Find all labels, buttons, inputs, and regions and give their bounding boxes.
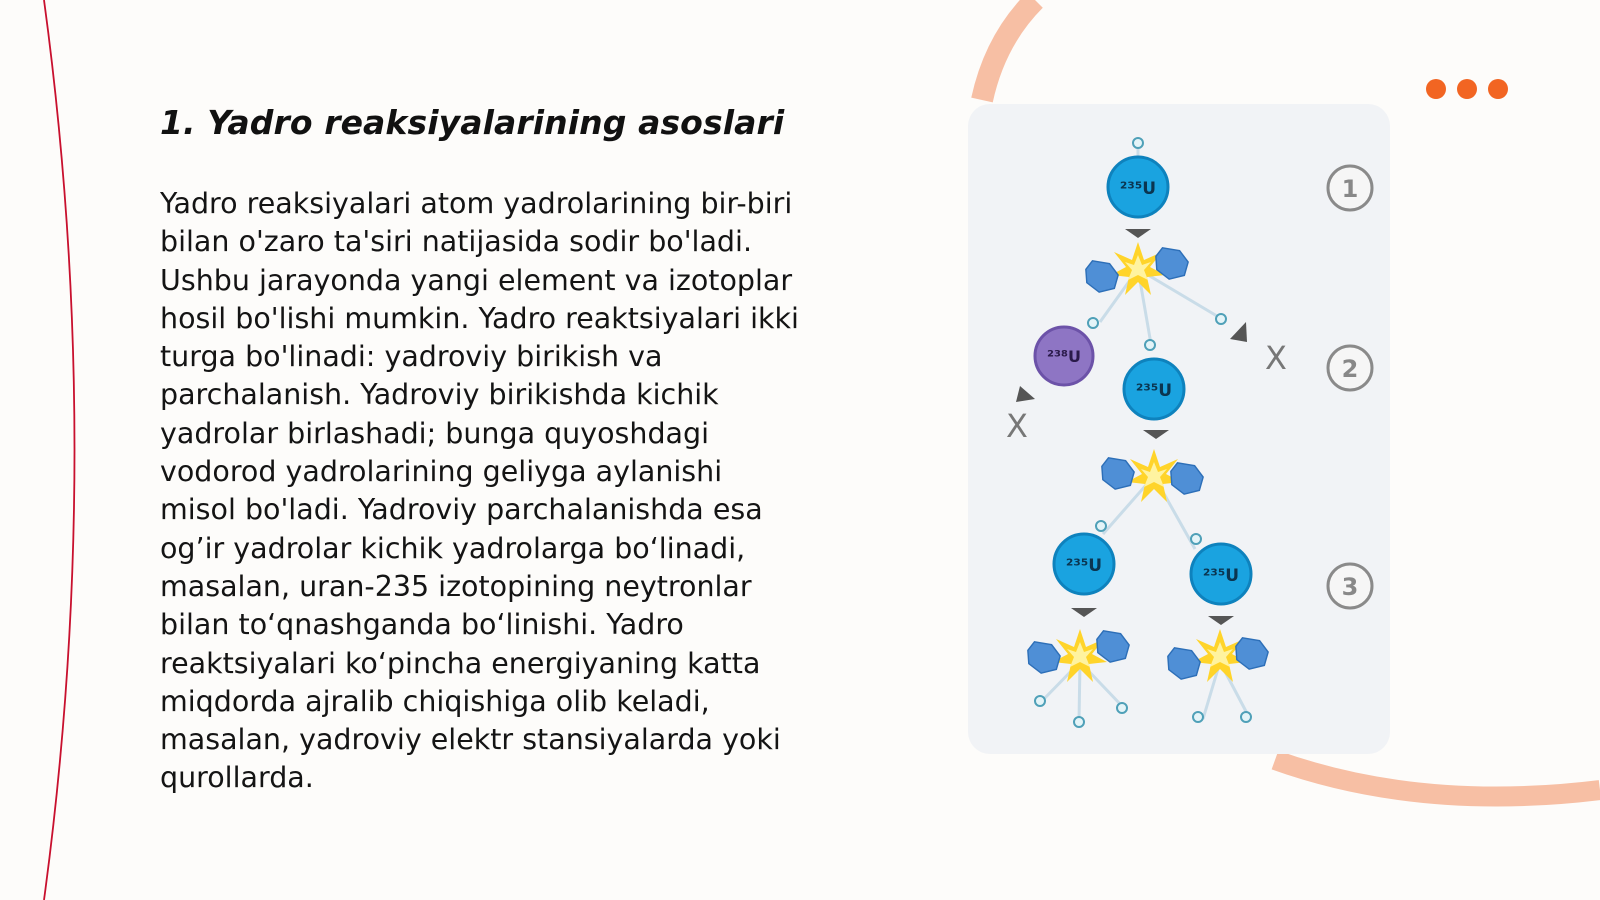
svg-text:²³⁵U: ²³⁵U	[1135, 381, 1173, 401]
svg-text:2: 2	[1341, 355, 1359, 383]
u235-nucleus	[1124, 359, 1184, 419]
svg-text:1: 1	[1341, 175, 1359, 203]
more-dots-icon	[1426, 79, 1508, 99]
absorbed-mark: X	[1265, 339, 1287, 377]
stage-number-2	[1328, 346, 1372, 390]
u235-nucleus	[1191, 544, 1251, 604]
dot	[1488, 79, 1508, 99]
svg-text:²³⁵U: ²³⁵U	[1202, 566, 1240, 586]
stage-number-1	[1328, 166, 1372, 210]
dot	[1457, 79, 1477, 99]
absorbed-mark: X	[1006, 407, 1028, 445]
u238-nucleus	[1035, 327, 1093, 385]
svg-text:²³⁵U: ²³⁵U	[1065, 556, 1103, 576]
slide-title: 1. Yadro reaksiyalarining asoslari	[160, 103, 785, 142]
svg-text:²³⁸U: ²³⁸U	[1046, 347, 1082, 366]
svg-text:3: 3	[1341, 573, 1359, 601]
fission-diagram	[968, 104, 1390, 754]
dot	[1426, 79, 1446, 99]
stage-number-3	[1328, 564, 1372, 608]
u235-nucleus	[1054, 534, 1114, 594]
slide-body-text: Yadro reaksiyalari atom yadrolarining bir-biri bilan o'zaro ta'siri natijasida sodir bo'ladi. Ushbu jarayonda yangi element va izotoplar hosil bo'lishi mumkin. Yadro reaktsiyalari ikki turga bo'linadi: yadroviy birikish va parchalanish. Yadroviy birikishda kichik yadrolar birlashadi; bunga quyoshdagi vodorod yadrolarining geliyga aylanishi misol bo'ladi. Yadroviy parchalanishda esa og’ir yadrolar kichik yadrolarga bo‘linadi, masalan, uran-235 izotopining neytronlar bilan to‘qnashganda bo‘linishi. Yadro reaktsiyalari ko‘pincha energiyaning katta miqdorda ajralib chiqishiga olib keladi, masalan, yadroviy elektr stansiyalarda yoki qurollarda.	[160, 187, 799, 795]
svg-text:²³⁵U: ²³⁵U	[1119, 179, 1157, 199]
u235-nucleus	[1108, 157, 1168, 217]
